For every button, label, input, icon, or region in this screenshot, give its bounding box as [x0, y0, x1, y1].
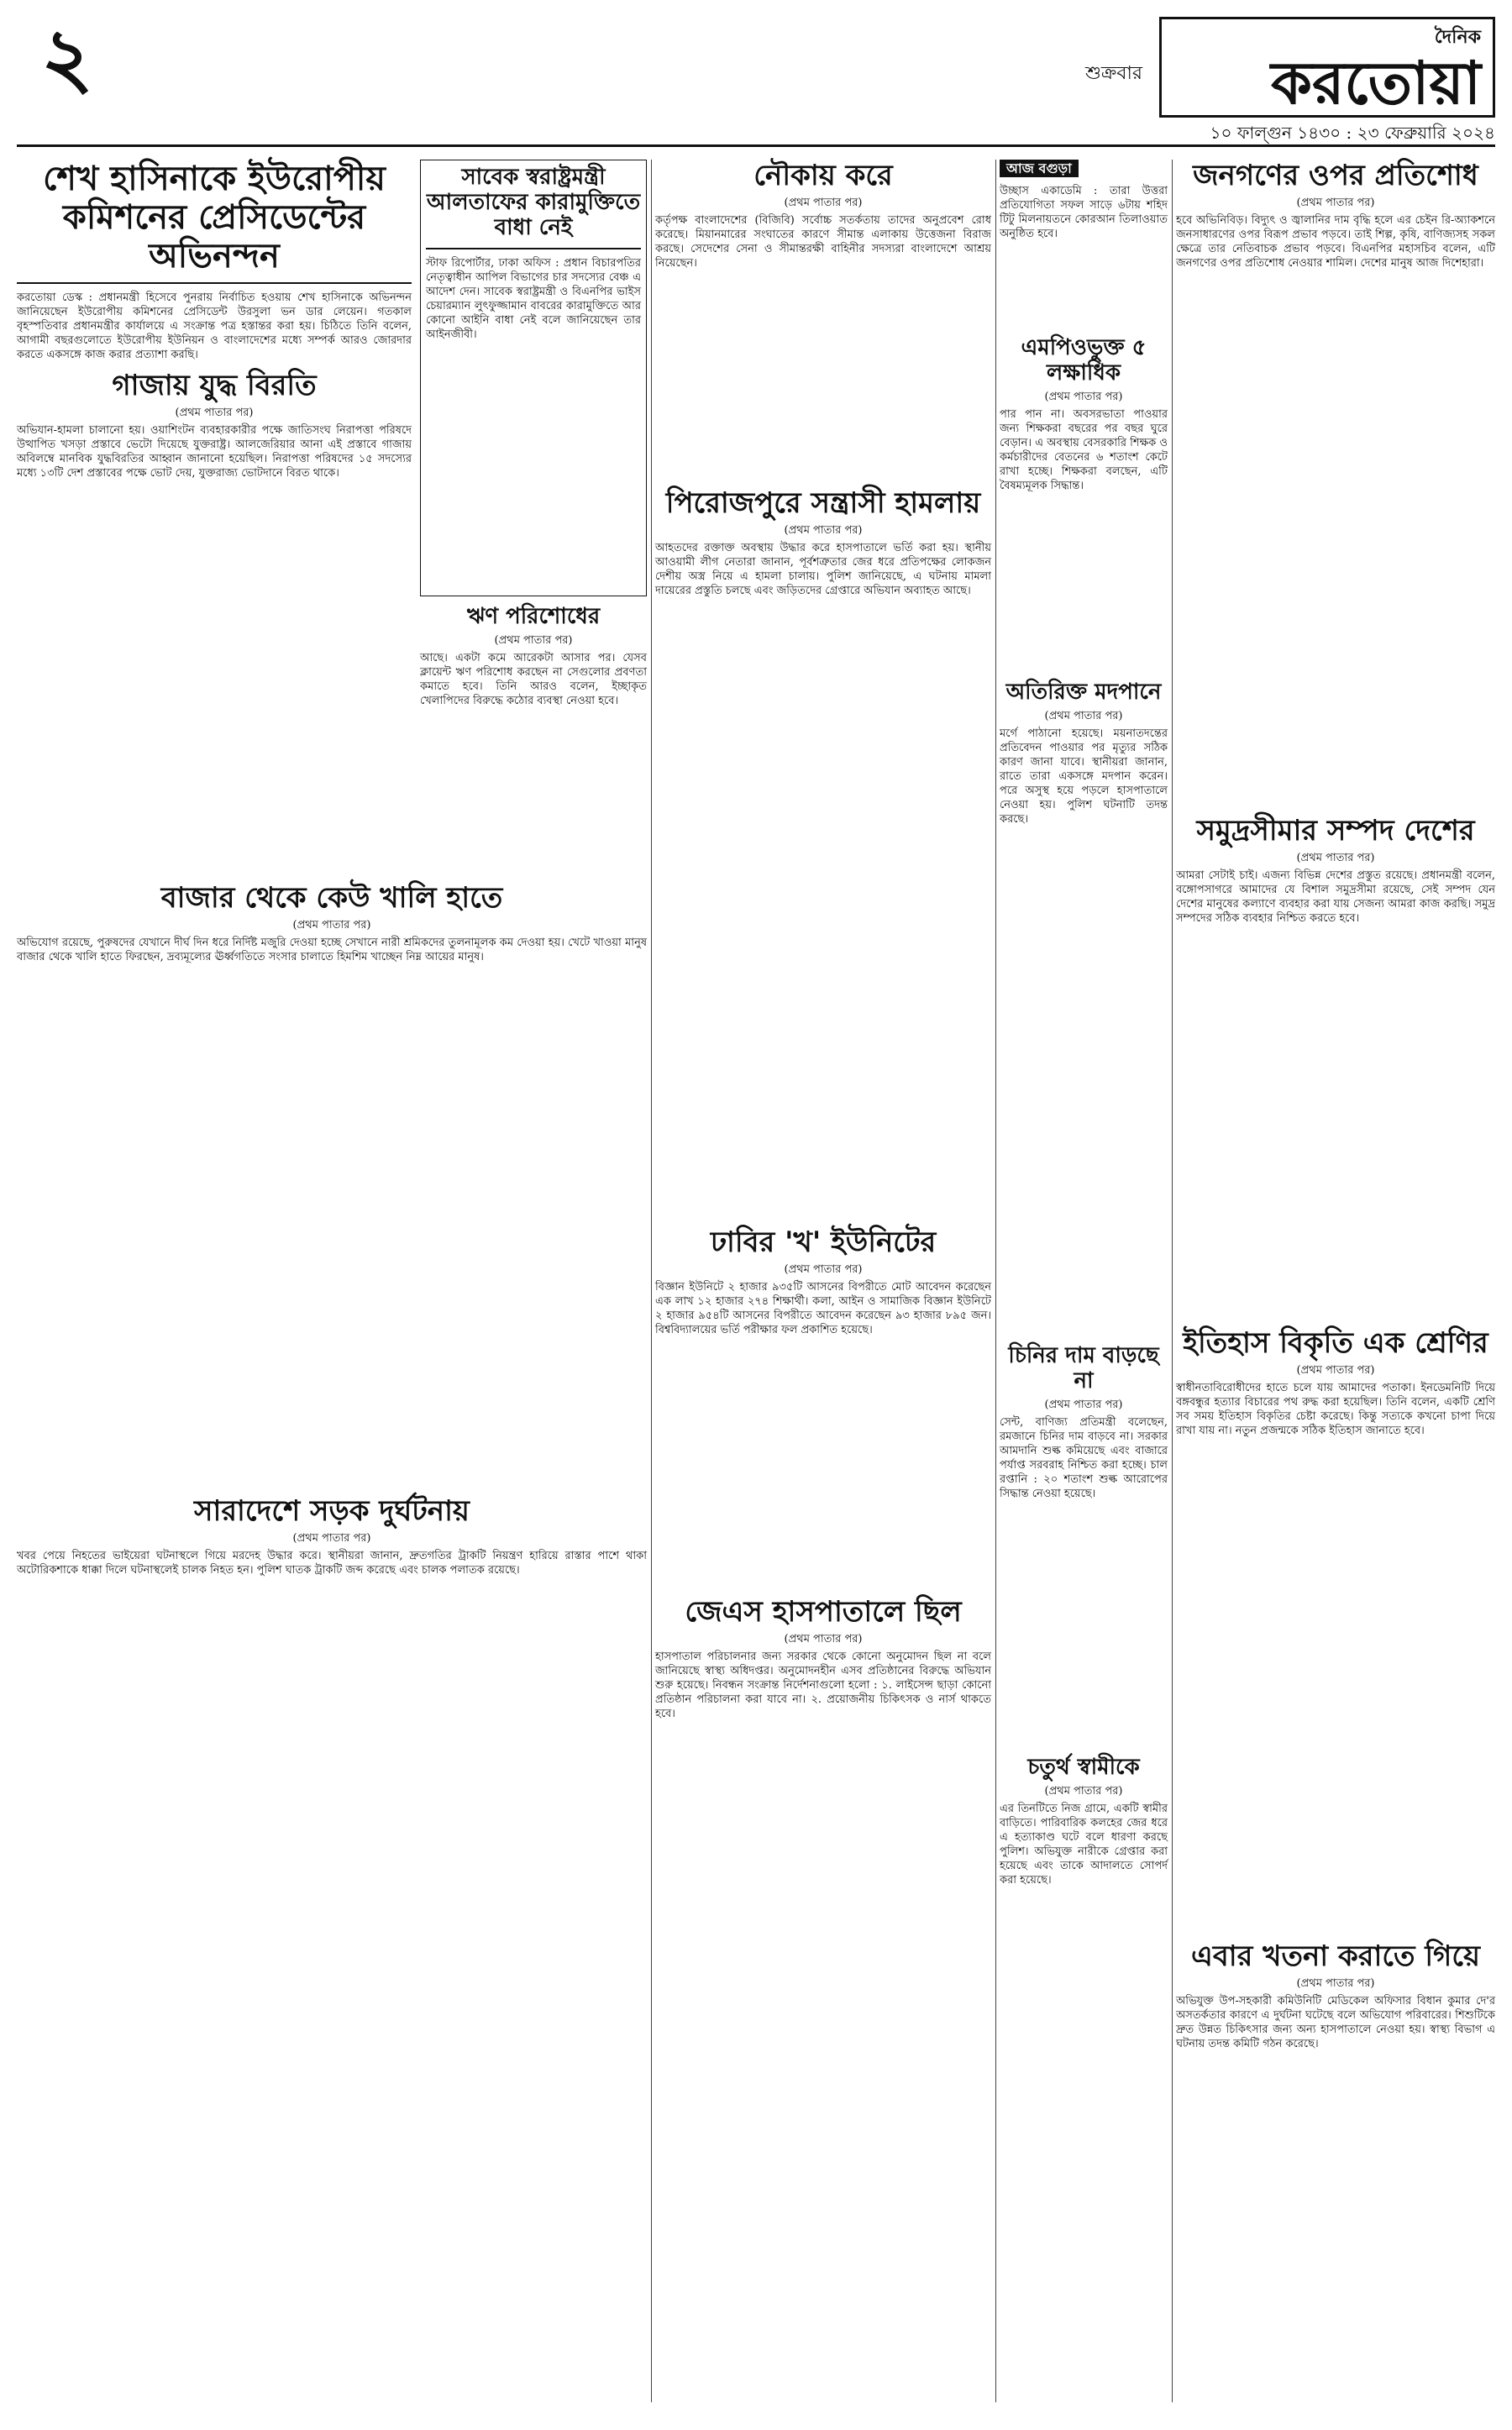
- gaza-article: [17, 370, 412, 874]
- firoz-headline: পিরোজপুরে সন্ত্রাসী হামলায়: [665, 486, 981, 520]
- nouka-body: কর্তৃপক্ষ বাংলাদেশের (বিজিবি) সর্বোচ্চ সতর্কতায় তাদের অনুপ্রবেশ রোধ করেছে। মিয়ানমারের সংঘাতের কারণে সীমান্ত এলাকায় উত্তেজনা বিরাজ করছে। সেদেশের সেনা ও সীমান্তরক্ষী বাহিনীর সদস্যরা বাংলাদেশে আশ্রয় নিয়েছেন।: [655, 214, 991, 270]
- gaza-headline: গাজায় যুদ্ধ বিরতি: [112, 369, 317, 402]
- lead-body: করতোয়া ডেস্ক : প্রধানমন্ত্রী হিসেবে পুনরায় নির্বাচিত হওয়ায় শেখ হাসিনাকে অভিনন্দন জানিয়েছেন ইউরোপীয় কমিশনের প্রেসিডেন্ট উরসুলা ভন ডার লেয়েন। গতকাল বৃহস্পতিবার প্রধানমন্ত্রীর কার্যালয়ে এ সংক্রান্ত পত্র হস্তান্তর করা হয়। চিঠিতে তিনি বলেন, আগামী বছরগুলোতে ইউরোপীয় ইউনিয়ন ও বাংলাদেশের মধ্যে সম্পর্ক আরও জোরদার করতে একসঙ্গে কাজ করার প্রত্যাশা করছি।: [17, 291, 412, 361]
- samudra-body: আমরা সেটাই চাই। এজন্য বিভিন্ন দেশের প্রস্তুত রয়েছে। প্রধানমন্ত্রী বলেন, বঙ্গোপসাগরে আমাদের যে বিশাল সমুদ্রসীমা রয়েছে, সেই সম্পদ যেন দেশের মানুষের কল্যাণে ব্যবহার করা যায় সেজন্য আমরা কাজ করছি। সমুদ্র সম্পদের সঠিক ব্যবহার নিশ্চিত করতে হবে।: [1176, 869, 1495, 926]
- otirikto-article: [1000, 680, 1168, 1336]
- sarak-headline: সাবেক স্বরাষ্ট্রমন্ত্রী আলতাফের কারামুক্তিতে বাধা নেই: [426, 165, 641, 240]
- firoz-continued: (প্রথম পাতার পর): [784, 524, 863, 538]
- day-label: শুক্রবার: [1084, 63, 1142, 84]
- sarak-durghotona-article: [17, 1495, 647, 2402]
- mpo-continued: (প্রথম পাতার পর): [1044, 390, 1123, 403]
- janagon-continued: (প্রথম পাতার পর): [1296, 197, 1375, 210]
- otirikto-body: মর্গে পাঠানো হয়েছে। ময়নাতদন্তের প্রতিবেদন পাওয়ার পর মৃত্যুর সঠিক কারণ জানা যাবে। স্থানীয়রা জানান, রাতে তারা একসঙ্গে মদপান করেন। পরে অসুস্থ হয়ে পড়লে হাসপাতালে নেওয়া হয়। পুলিশ ঘটনাটি তদন্ত করছে।: [1000, 727, 1168, 826]
- sarak-durghotona-headline: সারাদেশে সড়ক দুর্ঘটনায়: [194, 1494, 470, 1528]
- sarak-durghotona-body: খবর পেয়ে নিহতের ভাইয়েরা ঘটনাস্থলে গিয়ে মরদেহ উদ্ধার করে। স্থানীয়রা জানান, দ্রুতগতির ট্রাকটি নিয়ন্ত্রণ হারিয়ে রাস্তার পাশে থাকা অটোরিকশাকে ধাক্কা দিলে ঘটনাস্থলেই চালক নিহত হন। পুলিশ ঘাতক ট্রাকটি জব্দ করেছে এবং চালক পলাতক রয়েছে।: [17, 1550, 647, 1577]
- chini-article: [1000, 1344, 1168, 1747]
- samudra-headline: সমুদ্রসীমার সম্পদ দেশের: [1196, 814, 1475, 848]
- newspaper-logo: [1159, 17, 1495, 118]
- column-rule: [1172, 160, 1173, 2402]
- firoz-body: আহতদের রক্তাক্ত অবস্থায় উদ্ধার করে হাসপাতালে ভর্তি করা হয়। স্থানীয় আওয়ামী লীগ নেতারা জানান, পূর্বশত্রুতার জের ধরে প্রতিপক্ষের লোকজন দেশীয় অস্ত্র নিয়ে এ হামলা চালায়। পুলিশ জানিয়েছে, এ ঘটনায় মামলা দায়েরের প্রস্তুতি চলছে এবং জড়িতদের গ্রেপ্তারে অভিযান অব্যাহত আছে।: [655, 542, 991, 598]
- firoz-article: [655, 487, 991, 1218]
- chaturtho-continued: (প্রথম পাতার পর): [1044, 1784, 1123, 1798]
- chaturtho-headline: চতুর্থ স্বামীকে: [1027, 1755, 1140, 1780]
- chaturtho-body: এর তিনটিতে নিজ গ্রামে, একটি স্বামীর বাড়িতে। পারিবারিক কলহের জের ধরে এ হত্যাকাণ্ড ঘটে বলে ধারণা করছে পুলিশ। অভিযুক্ত নারীকে গ্রেপ্তার করা হয়েছে এবং তাকে আদালতে সোপর্দ করা হয়েছে।: [1000, 1802, 1168, 1887]
- otirikto-headline: অতিরিক্ত মদপানে: [1005, 680, 1162, 705]
- sarak-body: স্টাফ রিপোর্টার, ঢাকা অফিস : প্রধান বিচারপতির নেতৃত্বাধীন আপিল বিভাগের চার সদস্যের বেঞ্চ এ আদেশ দেন। সাবেক স্বরাষ্ট্রমন্ত্রী ও বিএনপির ভাইস চেয়ারম্যান লুৎফুজ্জামান বাবরের কারামুক্তিতে আর কোনো আইনি বাধা নেই বলে জানিয়েছেন তার আইনজীবী।: [426, 256, 641, 341]
- dhabi-article: [655, 1226, 991, 1588]
- logo-text: করতোয়া: [1271, 47, 1481, 118]
- date-line: ১০ ফাল্গুন ১৪৩০ : ২৩ ফেব্রুয়ারি ২০২৪: [1210, 123, 1495, 143]
- khatna-article: [1176, 1940, 1495, 2402]
- bogura-section: [1000, 160, 1168, 328]
- itihas-headline: ইতিহাস বিকৃতি এক শ্রেণির: [1183, 1326, 1488, 1360]
- dhabi-body: বিজ্ঞান ইউনিটে ২ হাজার ৯৩৫টি আসনের বিপরীতে মোট আবেদন করেছেন এক লাখ ১২ হাজার ২৭৪ শিক্ষার্থী। কলা, আইন ও সামাজিক বিজ্ঞান ইউনিটে ২ হাজার ৯৫৪টি আসনের বিপরীতে আবেদন করেছেন ৯৩ হাজার ৮৯৫ জন। বিশ্ববিদ্যালয়ের ভর্তি পরীক্ষার ফল প্রকাশিত হয়েছে।: [655, 1281, 991, 1337]
- uchchash-body: উচ্ছাস একাডেমি : তারা উত্তরা প্রতিযোগিতা সফল সাড়ে ৬টায় শহিদ টিটু মিলনায়তনে কোরআন তিলাওয়াত অনুষ্ঠিত হবে।: [1000, 185, 1168, 240]
- janagon-article: [1176, 160, 1495, 806]
- masthead-rule: [17, 144, 1495, 147]
- chini-continued: (প্রথম পাতার পর): [1044, 1398, 1123, 1411]
- column-rule: [995, 160, 996, 2402]
- bazar-article: [17, 882, 647, 1487]
- mpo-article: [1000, 336, 1168, 672]
- newspaper-page: [17, 9, 1495, 2413]
- bazar-continued: (প্রথম পাতার পর): [292, 919, 371, 932]
- divider: [17, 282, 412, 284]
- nouka-article: [655, 160, 991, 479]
- khatna-headline: এবার খতনা করাতে গিয়ে: [1190, 1939, 1481, 1973]
- gaza-body: অভিযান-হামলা চালানো হয়। ওয়াশিংটন ব্যবহারকারীর পক্ষে জাতিসংঘ নিরাপত্তা পরিষদে উত্থাপিত খসড়া প্রস্তাবে ভেটো দিয়েছে যুক্তরাষ্ট্র। আলজেরিয়ার আনা এই প্রস্তাবে গাজায় অবিলম্বে মানবিক যুদ্ধবিরতির আহ্বান জানানো হয়েছিল। নিরাপত্তা পরিষদের ১৫ সদস্যের মধ্যে ১৩টি দেশ প্রস্তাবের পক্ষে ভোট দেয়, যুক্তরাজ্য ভোটদানে বিরত থাকে।: [17, 424, 412, 480]
- samudra-article: [1176, 815, 1495, 1319]
- gaza-continued: (প্রথম পাতার পর): [175, 407, 254, 420]
- divider: [426, 248, 641, 249]
- nouka-headline: নৌকায় করে: [753, 159, 893, 192]
- rin-continued: (প্রথম পাতার পর): [494, 633, 573, 647]
- janagon-body: হবে অভিনিবিড়। বিদ্যুৎ ও জ্বালানির দাম বৃদ্ধি হলে এর চেইন রি-অ্যাকশনে জনসাধারণের ওপর বিরূপ প্রভাব পড়বে। তাই শিল্প, কৃষি, বাণিজ্যসহ সকল ক্ষেত্রে তার নেতিবাচক প্রভাব পড়বে। বিএনপির মহাসচিব বলেন, এটি জনগণের ওপর প্রতিশোধ নেওয়ার শামিল। দেশের মানুষ আজ দিশেহারা।: [1176, 214, 1495, 270]
- chaturtho-article: [1000, 1756, 1168, 2402]
- masthead: [17, 9, 1495, 143]
- jeas-headline: জেএস হাসপাতালে ছিল: [685, 1595, 962, 1629]
- bazar-body: অভিযোগ রয়েছে, পুরুষদের যেখানে দীর্ঘ দিন ধরে নির্দিষ্ট মজুরি দেওয়া হচ্ছে সেখানে নারী শ্রমিকদের তুলনামূলক কম দেওয়া হয়। খেটে খাওয়া মানুষ বাজার থেকে খালি হাতে ফিরছেন, দ্রব্যমূল্যের ঊর্ধ্বগতিতে সংসার চালাতে হিমশিম খাচ্ছেন নিম্ন আয়ের মানুষ।: [17, 937, 647, 964]
- khatna-continued: (প্রথম পাতার পর): [1296, 1977, 1375, 1991]
- bazar-headline: বাজার থেকে কেউ খালি হাতে: [160, 881, 503, 915]
- khatna-body: অভিযুক্ত উপ-সহকারী কমিউনিটি মেডিকেল অফিসার বিধান কুমার দে'র অসতর্কতার কারণে এ দুর্ঘটনা ঘটেছে বলে অভিযোগ পরিবারের। শিশুটিকে দ্রুত উন্নত চিকিৎসার জন্য অন্য হাসপাতালে নেওয়া হয়। স্বাস্থ্য বিভাগ এ ঘটনায় তদন্ত কমিটি গঠন করেছে।: [1176, 1995, 1495, 2051]
- column-rule: [651, 160, 652, 2402]
- otirikto-continued: (প্রথম পাতার পর): [1044, 709, 1123, 722]
- jeas-continued: (প্রথম পাতার পর): [784, 1633, 863, 1646]
- lead-headline: শেখ হাসিনাকে ইউরোপীয় কমিশনের প্রেসিডেন্টের অভিনন্দন: [43, 159, 386, 276]
- lead-article: [17, 159, 412, 361]
- itihas-body: স্বাধীনতাবিরোধীদের হাতে চলে যায় আমাদের পতাকা। ইনডেমনিটি দিয়ে বঙ্গবন্ধুর হত্যার বিচারের পথ রুদ্ধ করা হয়েছিল। তিনি বলেন, একটি শ্রেণি সব সময় ইতিহাস বিকৃতির চেষ্টা করেছে। কিন্তু সত্যকে কখনো চাপা দিয়ে রাখা যায় না। নতুন প্রজন্মকে সঠিক ইতিহাস জানাতে হবে।: [1176, 1382, 1495, 1438]
- rin-body: আছে। একটা কমে আরেকটা আসার পর। যেসব ক্লায়েন্ট ঋণ পরিশোধ করছেন না সেগুলোর প্রবণতা কমাতে হবে। তিনি আরও বলেন, ইচ্ছাকৃত খেলাপিদের বিরুদ্ধে কঠোর ব্যবস্থা নেওয়া হবে।: [420, 651, 647, 707]
- jeas-article: [655, 1596, 991, 2402]
- page-number: ২: [40, 9, 94, 105]
- sarak-durghotona-continued: (প্রথম পাতার পর): [292, 1532, 371, 1546]
- jeas-body: হাসপাতাল পরিচালনার জন্য সরকার থেকে কোনো অনুমোদন ছিল না বলে জানিয়েছে স্বাস্থ্য অধিদপ্তর। অনুমোদনহীন এসব প্রতিষ্ঠানের বিরুদ্ধে অভিযান শুরু হয়েছে। নিবন্ধন সংক্রান্ত নির্দেশনাগুলো হলো : ১. লাইসেন্স ছাড়া কোনো প্রতিষ্ঠান পরিচালনা করা যাবে না। ২. প্রয়োজনীয় চিকিৎসক ও নার্স থাকতে হবে।: [655, 1651, 991, 1721]
- mpo-headline: এমপিওভুক্ত ৫ লক্ষাধিক: [1021, 335, 1147, 386]
- janagon-headline: জনগণের ওপর প্রতিশোধ: [1193, 159, 1478, 192]
- itihas-continued: (প্রথম পাতার পর): [1296, 1364, 1375, 1378]
- dhabi-headline: ঢাবির 'খ' ইউনিটের: [710, 1225, 937, 1259]
- dhabi-continued: (প্রথম পাতার পর): [784, 1263, 863, 1277]
- bogura-section-label: আজ বগুড়া: [1000, 160, 1079, 177]
- itihas-article: [1176, 1327, 1495, 1932]
- samudra-continued: (প্রথম পাতার পর): [1296, 852, 1375, 865]
- chini-body: সেন্ট, বাণিজ্য প্রতিমন্ত্রী বলেছেন, রমজানে চিনির দাম বাড়বে না। সরকার আমদানি শুল্ক কমিয়েছে এবং বাজারে পর্যাপ্ত সরবরাহ নিশ্চিত করা হচ্ছে। চাল রপ্তানি : ২০ শতাংশ শুল্ক আরোপের সিদ্ধান্ত নেওয়া হয়েছে।: [1000, 1415, 1168, 1500]
- nouka-continued: (প্রথম পাতার পর): [784, 197, 863, 210]
- rin-headline: ঋণ পরিশোধের: [466, 604, 601, 629]
- logo-small-text: দৈনিক: [1434, 25, 1481, 48]
- sarak-article: [420, 160, 647, 596]
- mpo-body: পার পান না। অবসরভাতা পাওয়ার জন্য শিক্ষকরা বছরের পর বছর ঘুরে বেড়ান। এ অবস্থায় বেসরকারি শিক্ষক ও কর্মচারীদের বেতনের ৬ শতাংশ কেটে রাখা হচ্ছে। শিক্ষকরা বলছেন, এটি বৈষম্যমূলক সিদ্ধান্ত।: [1000, 407, 1168, 492]
- chini-headline: চিনির দাম বাড়ছে না: [1008, 1343, 1159, 1393]
